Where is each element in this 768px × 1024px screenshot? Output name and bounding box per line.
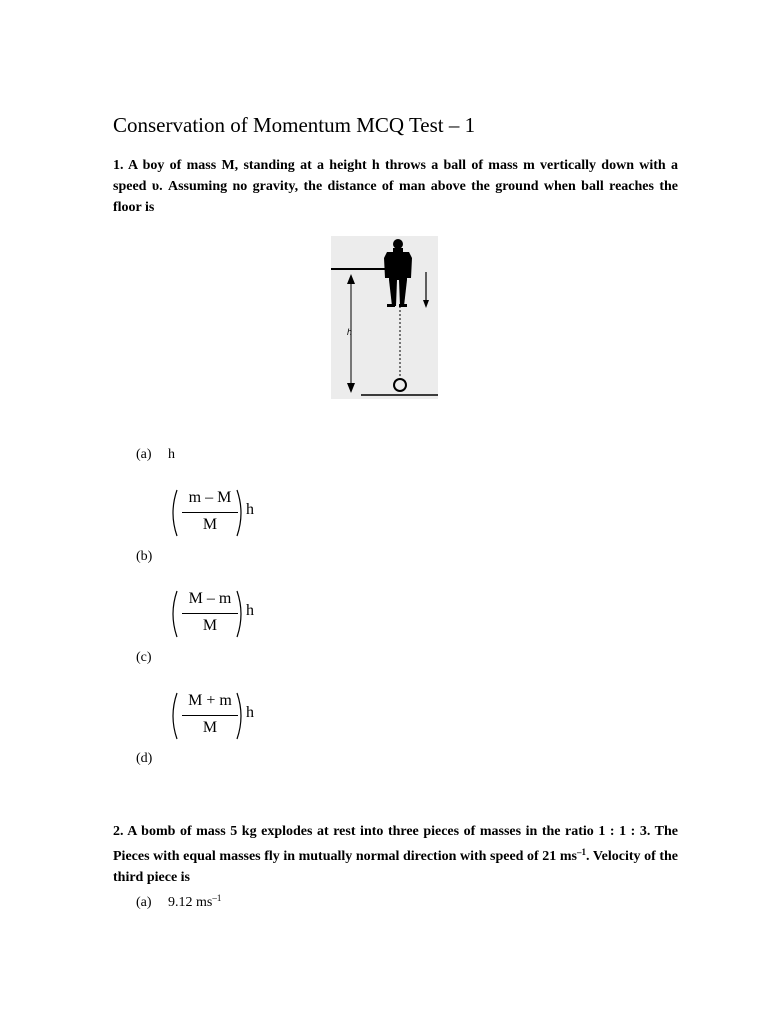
- option-text: h: [168, 447, 175, 462]
- question-1-figure: [331, 236, 438, 399]
- question-2-text: [113, 821, 678, 888]
- option-c-formula: [168, 588, 268, 644]
- fraction-numerator: M – m: [188, 590, 232, 607]
- question-2-unit-exponent: –1: [576, 847, 586, 857]
- fraction-multiplier: h: [246, 501, 254, 518]
- fraction-denominator: M: [202, 719, 218, 736]
- option-d-formula: [168, 690, 268, 746]
- fraction-multiplier: h: [246, 704, 254, 721]
- option-d[interactable]: [136, 751, 168, 767]
- option-text: 9.12 ms: [168, 895, 213, 910]
- question-2-main: 2. A bomb of mass 5 kg explodes at rest into three pieces of masses in the ratio 1 : 1 : 3. The Pieces with equal masses fly in mutually normal direction with speed of 21 ms: [113, 824, 678, 864]
- option-b[interactable]: [136, 549, 168, 565]
- fraction-numerator: M + m: [188, 692, 232, 709]
- fraction-multiplier: h: [246, 602, 254, 619]
- page-title: Conservation of Momentum MCQ Test – 1: [113, 113, 476, 137]
- option-unit-exponent: –1: [212, 893, 222, 903]
- option-a[interactable]: [136, 893, 221, 911]
- option-label: (b): [136, 549, 153, 564]
- option-a[interactable]: [136, 447, 175, 463]
- question-2-end: . Velocity of the third piece is: [113, 849, 678, 885]
- option-label: (a): [136, 447, 152, 462]
- height-label: h: [347, 327, 353, 337]
- question-1-text: 1. A boy of mass M, standing at a height h throws a ball of mass m vertically down with a speed υ. Assuming no gravity, the distance of man above the ground when ball reaches the floor is: [113, 158, 678, 215]
- ball-icon: [394, 379, 406, 391]
- option-c[interactable]: [136, 650, 168, 666]
- option-label: (c): [136, 650, 152, 665]
- option-label: (d): [136, 751, 153, 766]
- option-label: (a): [136, 895, 152, 910]
- boy-figure-icon: [384, 239, 412, 307]
- boy-and-ball-illustration: [331, 236, 438, 399]
- fraction-denominator: M: [202, 516, 218, 533]
- option-b-formula: [168, 487, 268, 543]
- fraction-denominator: M: [202, 617, 218, 634]
- fraction-numerator: m – M: [188, 489, 232, 506]
